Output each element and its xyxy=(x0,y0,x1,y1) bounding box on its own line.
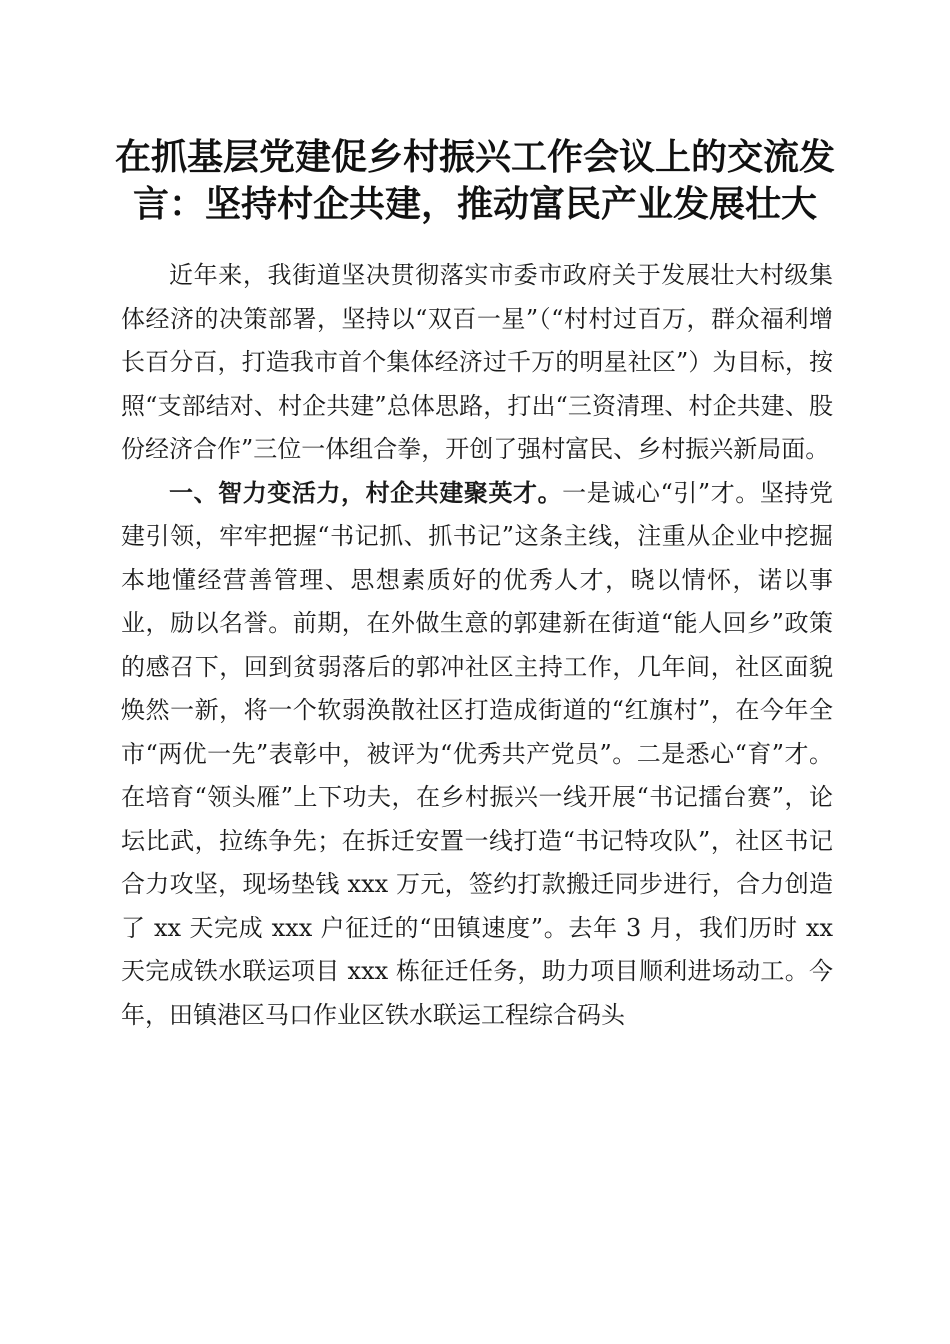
paragraph-text: 近年来，我街道坚决贯彻落实市委市政府关于发展壮大村级集体经济的决策部署，坚持以“双百一星”（“村村过百万，群众福利增长百分百，打造我市首个集体经济过千万的明星社区”）为目标，按照“支部结对、村企共建”总体思路，打出“三资清理、村企共建、股份经济合作”三位一体组合拳，开创了强村富民、乡村振兴新局面。 xyxy=(121,261,833,463)
section-heading: 一、智力变活力，村企共建聚英才。 xyxy=(169,478,563,507)
document-title: 在抓基层党建促乡村振兴工作会议上的交流发言：坚持村企共建，推动富民产业发展壮大 xyxy=(114,136,835,225)
paragraph-text: 一是诚心“引”才。坚持党建引领，牢牢把握“书记抓、抓书记”这条主线，注重从企业中挖掘本地懂经营善管理、思想素质好的优秀人才，晓以情怀，诺以事业，励以名誉。前期，在外做生意的郭建新在街道“能人回乡”政策的感召下，回到贫弱落后的郭冲社区主持工作，几年间，社区面貌焕然一新，将一个软弱涣散社区打造成街道的“红旗村”，在今年全市“两优一先”表彰中，被评为“优秀共产党员”。二是悉心“育”才。在培育“领头雁”上下功夫，在乡村振兴一线开展“书记擂台赛”，论坛比武，拉练争先；在拆迁安置一线打造“书记特攻队”，社区书记合力攻坚，现场垫钱 xxx 万元，签约打款搬迁同步进行，合力创造了 xx 天完成 xxx 户征迁的“田镇速度”。去年 3 月，我们历时 xx 天完成铁水联运项目 xxx 栋征迁任务，助力项目顺利进场动工。今年，田镇港区马口作业区铁水联运工程综合码头 xyxy=(121,478,833,1029)
paragraph-section-one xyxy=(121,472,833,1038)
document-body xyxy=(121,254,833,1037)
paragraph-intro xyxy=(121,254,833,472)
